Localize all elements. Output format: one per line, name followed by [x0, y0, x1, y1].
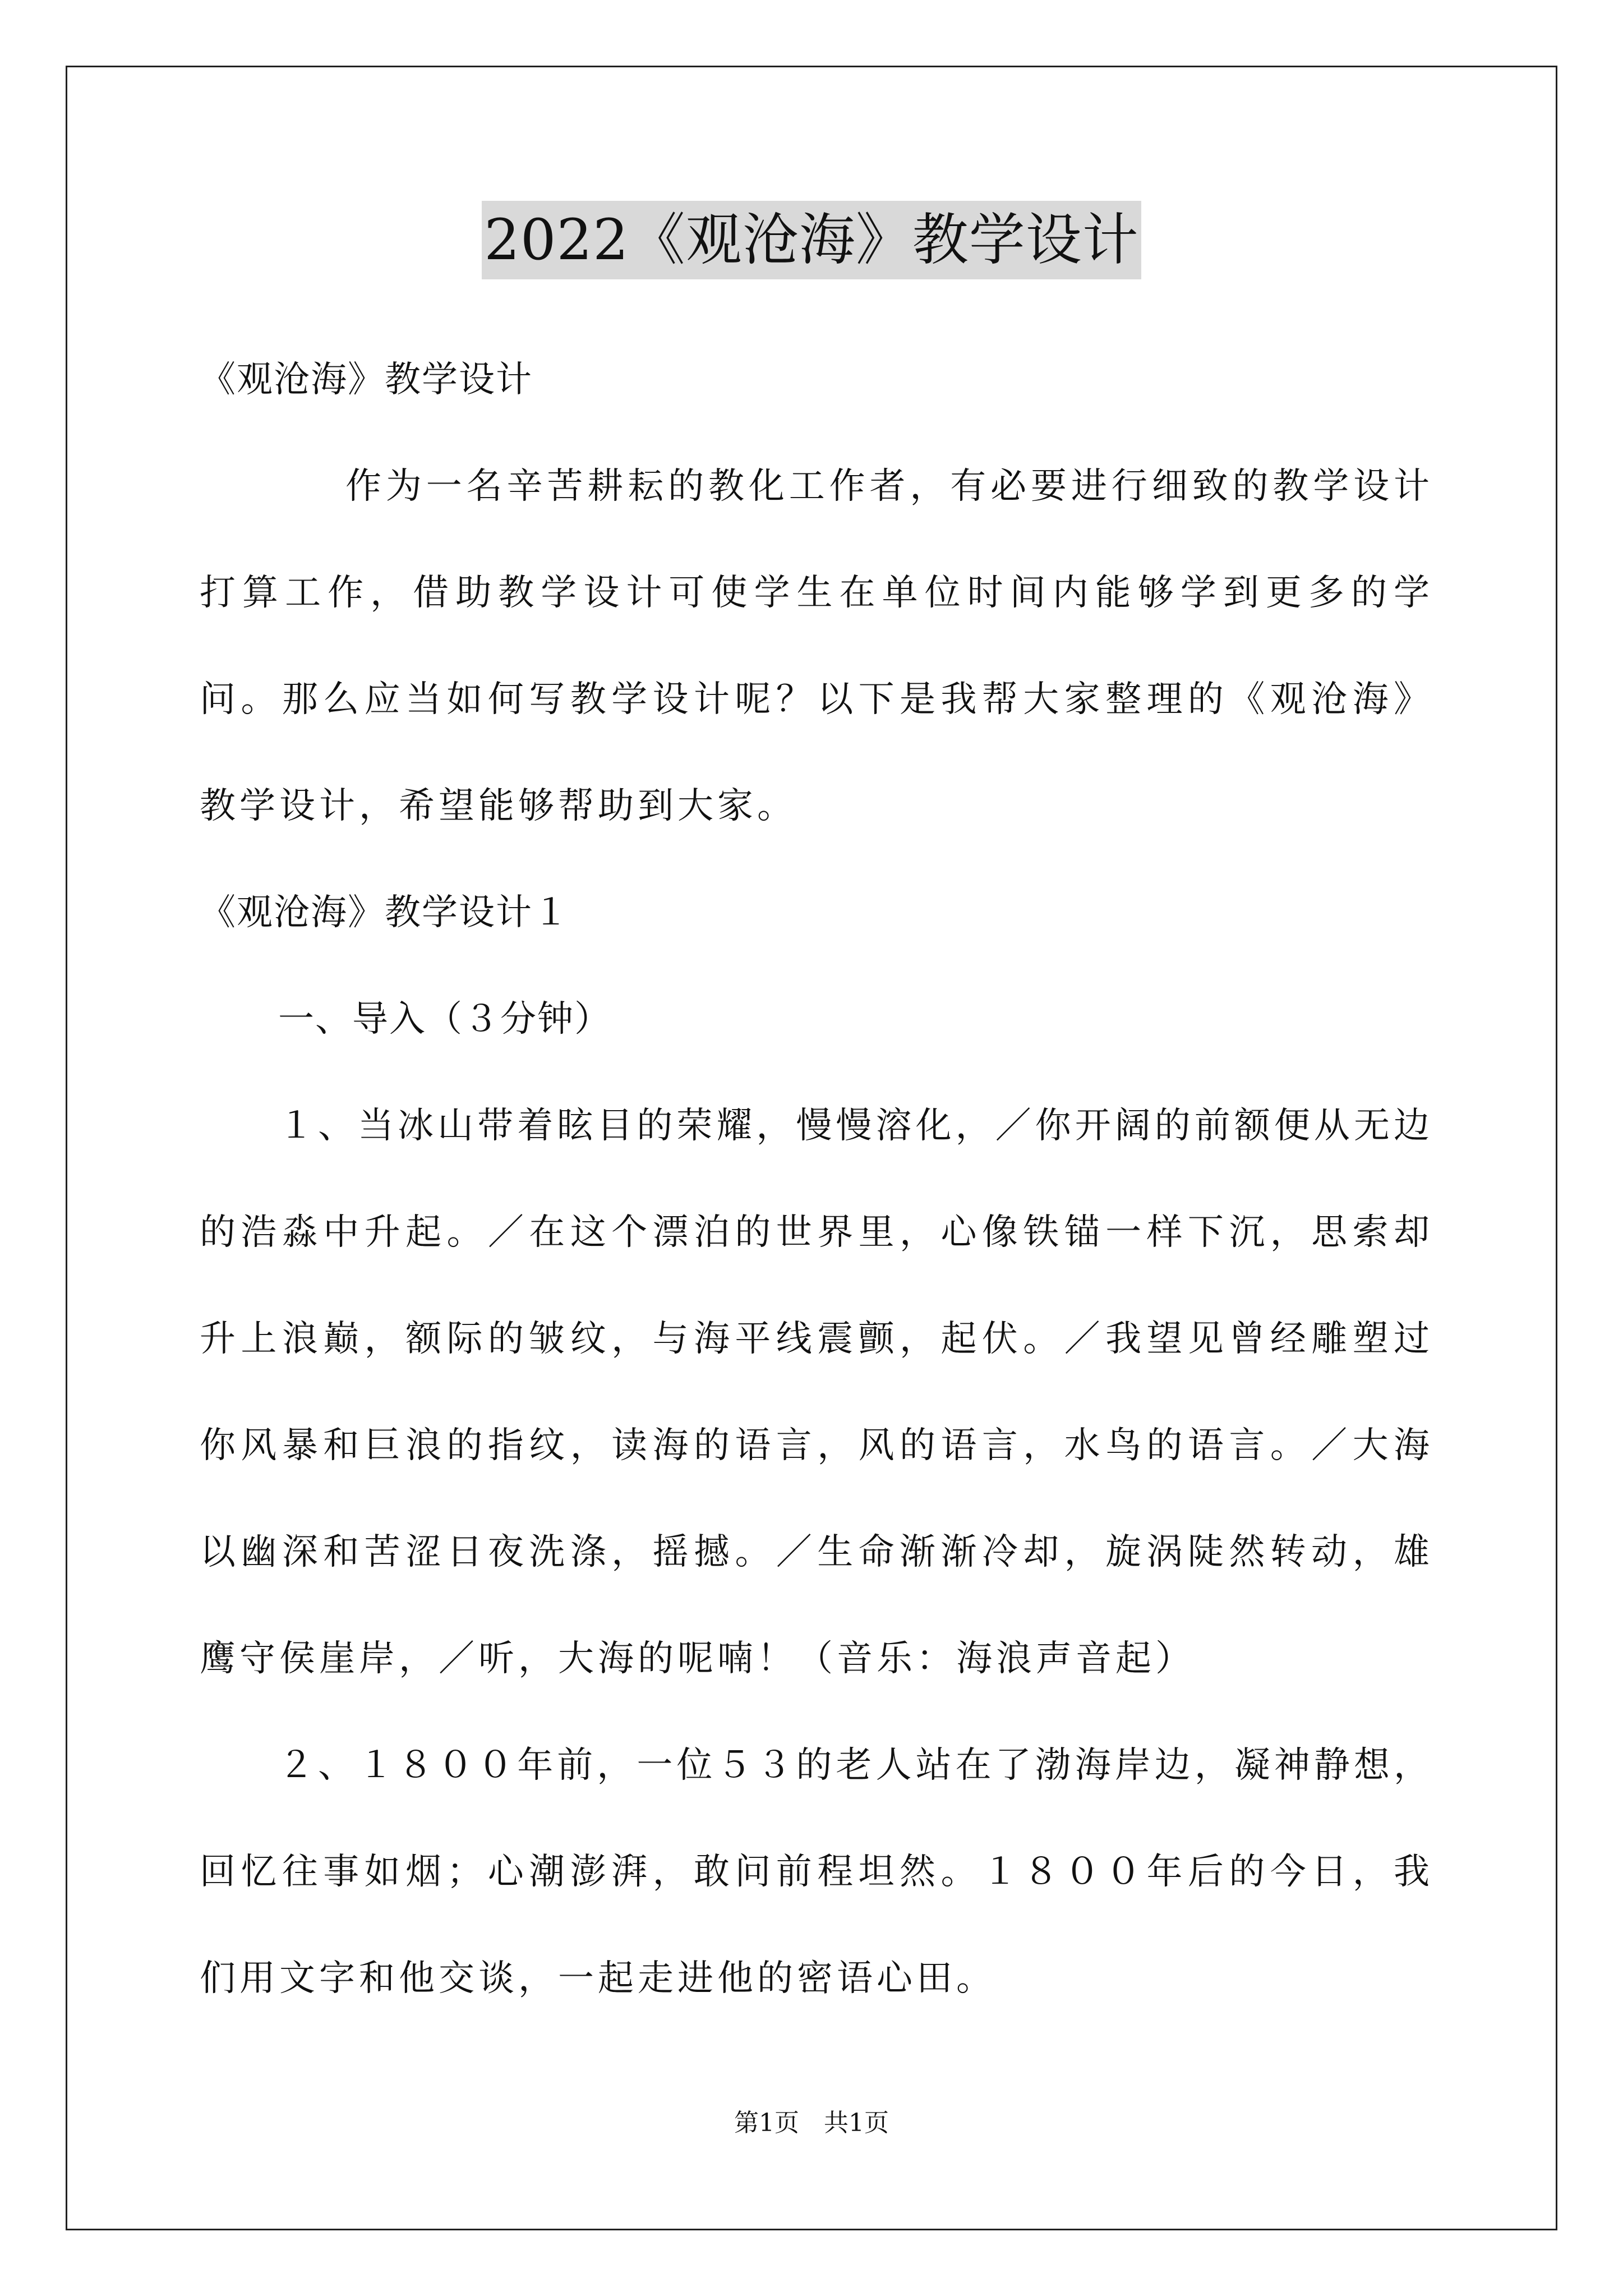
part-heading: 一、导入（３分钟）: [278, 999, 611, 1040]
section-heading: 《观沧海》教学设计１: [200, 892, 570, 933]
title-container: [0, 201, 1623, 279]
page-footer: 第1页 共1页: [734, 2109, 889, 2137]
intro-paragraph: 作为一名辛苦耕耘的教化工作者，有必要进行细致的教学设计打算工作，借助教学设计可使学生在单位时间内能够学到更多的学问。那么应当如何写教学设计呢？以下是我帮大家整理的《观沧海》教学设计，希望能够帮助到大家。: [200, 466, 1433, 827]
document-title: 2022《观沧海》教学设计: [482, 201, 1141, 279]
body-paragraph-1: １、当冰山带着眩目的荣耀，慢慢溶化，／你开阔的前额便从无边的浩淼中升起。／在这个漂泊的世界里，心像铁锚一样下沉，思索却升上浪巅，额际的皱纹，与海平线震颤，起伏。／我望见曾经雕塑过你风暴和巨浪的指纹，读海的语言，风的语言，水鸟的语言。／大海以幽深和苦涩日夜洗涤，摇撼。／生命渐渐冷却，旋涡陡然转动，雄鹰守侯崖岸，／听，大海的呢喃！（音乐：海浪声音起）: [200, 1105, 1433, 1680]
document-subtitle: 《观沧海》教学设计: [200, 359, 533, 401]
body-paragraph-2: ２、１８００年前，一位５３的老人站在了渤海岸边，凝神静想，回忆往事如烟；心潮澎湃，敢问前程坦然。１８００年后的今日，我们用文字和他交谈，一起走进他的密语心田。: [200, 1745, 1433, 1999]
